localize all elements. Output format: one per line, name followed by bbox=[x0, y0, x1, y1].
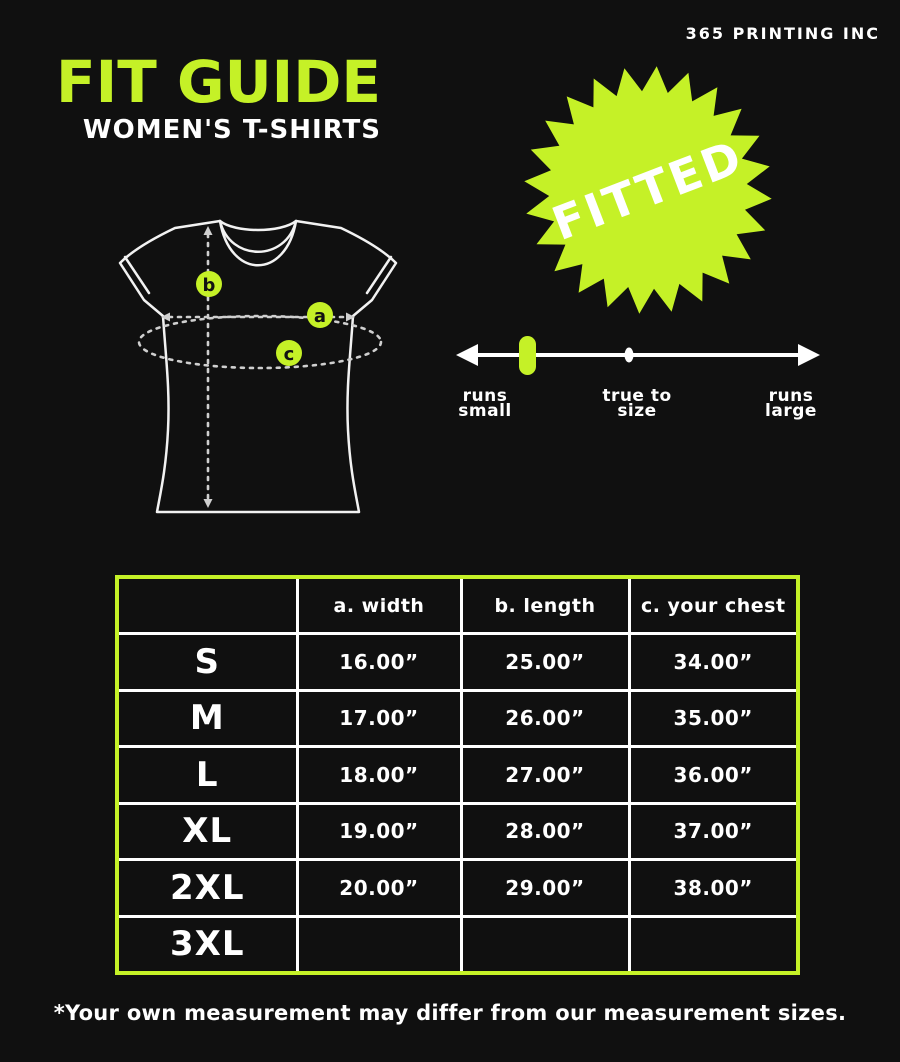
brand-text: 365 PRINTING INC bbox=[685, 24, 880, 43]
marker-b bbox=[196, 271, 222, 297]
size-label: M bbox=[117, 690, 297, 747]
length-value: 27.00” bbox=[461, 747, 629, 804]
chest-value: 34.00” bbox=[629, 634, 798, 691]
header-cell-size bbox=[117, 577, 297, 634]
marker-b-label: b bbox=[202, 275, 216, 296]
marker-c bbox=[276, 340, 302, 366]
size-label: L bbox=[117, 747, 297, 804]
fit-position-marker bbox=[519, 336, 536, 375]
length-measure-line bbox=[204, 226, 213, 508]
width-value bbox=[297, 916, 461, 973]
length-value: 25.00” bbox=[461, 634, 629, 691]
fitted-badge-label: FITTED bbox=[544, 128, 752, 252]
size-label: 2XL bbox=[117, 860, 297, 917]
footnote-text: *Your own measurement may differ from our measurement sizes. bbox=[53, 1001, 847, 1025]
marker-a-label: a bbox=[313, 306, 327, 327]
size-label: 3XL bbox=[117, 916, 297, 973]
table-row-l bbox=[117, 747, 798, 804]
size-label: XL bbox=[117, 803, 297, 860]
length-value bbox=[461, 916, 629, 973]
table-row-2xl bbox=[117, 860, 798, 917]
size-table bbox=[115, 575, 800, 975]
marker-a bbox=[307, 302, 333, 328]
scale-midpoint-dot bbox=[625, 348, 634, 363]
table-row-3xl bbox=[117, 916, 798, 973]
length-value: 29.00” bbox=[461, 860, 629, 917]
width-value: 18.00” bbox=[297, 747, 461, 804]
size-label: S bbox=[117, 634, 297, 691]
length-value: 28.00” bbox=[461, 803, 629, 860]
scale-right-arrow-icon bbox=[798, 344, 820, 366]
length-value: 26.00” bbox=[461, 690, 629, 747]
scale-label-true-to-size: true to size bbox=[602, 386, 672, 421]
width-value: 16.00” bbox=[297, 634, 461, 691]
scale-left-arrow-icon bbox=[456, 344, 478, 366]
page-title: FIT GUIDE bbox=[56, 48, 382, 116]
size-table-header-row bbox=[117, 577, 798, 634]
fit-scale bbox=[456, 336, 820, 375]
width-value: 17.00” bbox=[297, 690, 461, 747]
header-cell-length: b. length bbox=[461, 577, 629, 634]
table-row-xl bbox=[117, 803, 798, 860]
chest-value: 35.00” bbox=[629, 690, 798, 747]
header-cell-chest: c. your chest bbox=[629, 577, 798, 634]
table-row-s bbox=[117, 634, 798, 691]
scale-label-runs-large: runs large bbox=[765, 386, 817, 421]
chest-value bbox=[629, 916, 798, 973]
tshirt-outline-icon bbox=[120, 221, 396, 512]
table-row-m bbox=[117, 690, 798, 747]
page-subtitle: WOMEN'S T-SHIRTS bbox=[82, 114, 382, 145]
chest-value: 38.00” bbox=[629, 860, 798, 917]
chest-value: 37.00” bbox=[629, 803, 798, 860]
chest-measure-ellipse bbox=[139, 316, 381, 368]
width-value: 20.00” bbox=[297, 860, 461, 917]
scale-label-runs-small: runs small bbox=[458, 386, 512, 421]
width-value: 19.00” bbox=[297, 803, 461, 860]
header-cell-width: a. width bbox=[297, 577, 461, 634]
chest-value: 36.00” bbox=[629, 747, 798, 804]
marker-c-label: c bbox=[283, 344, 295, 365]
